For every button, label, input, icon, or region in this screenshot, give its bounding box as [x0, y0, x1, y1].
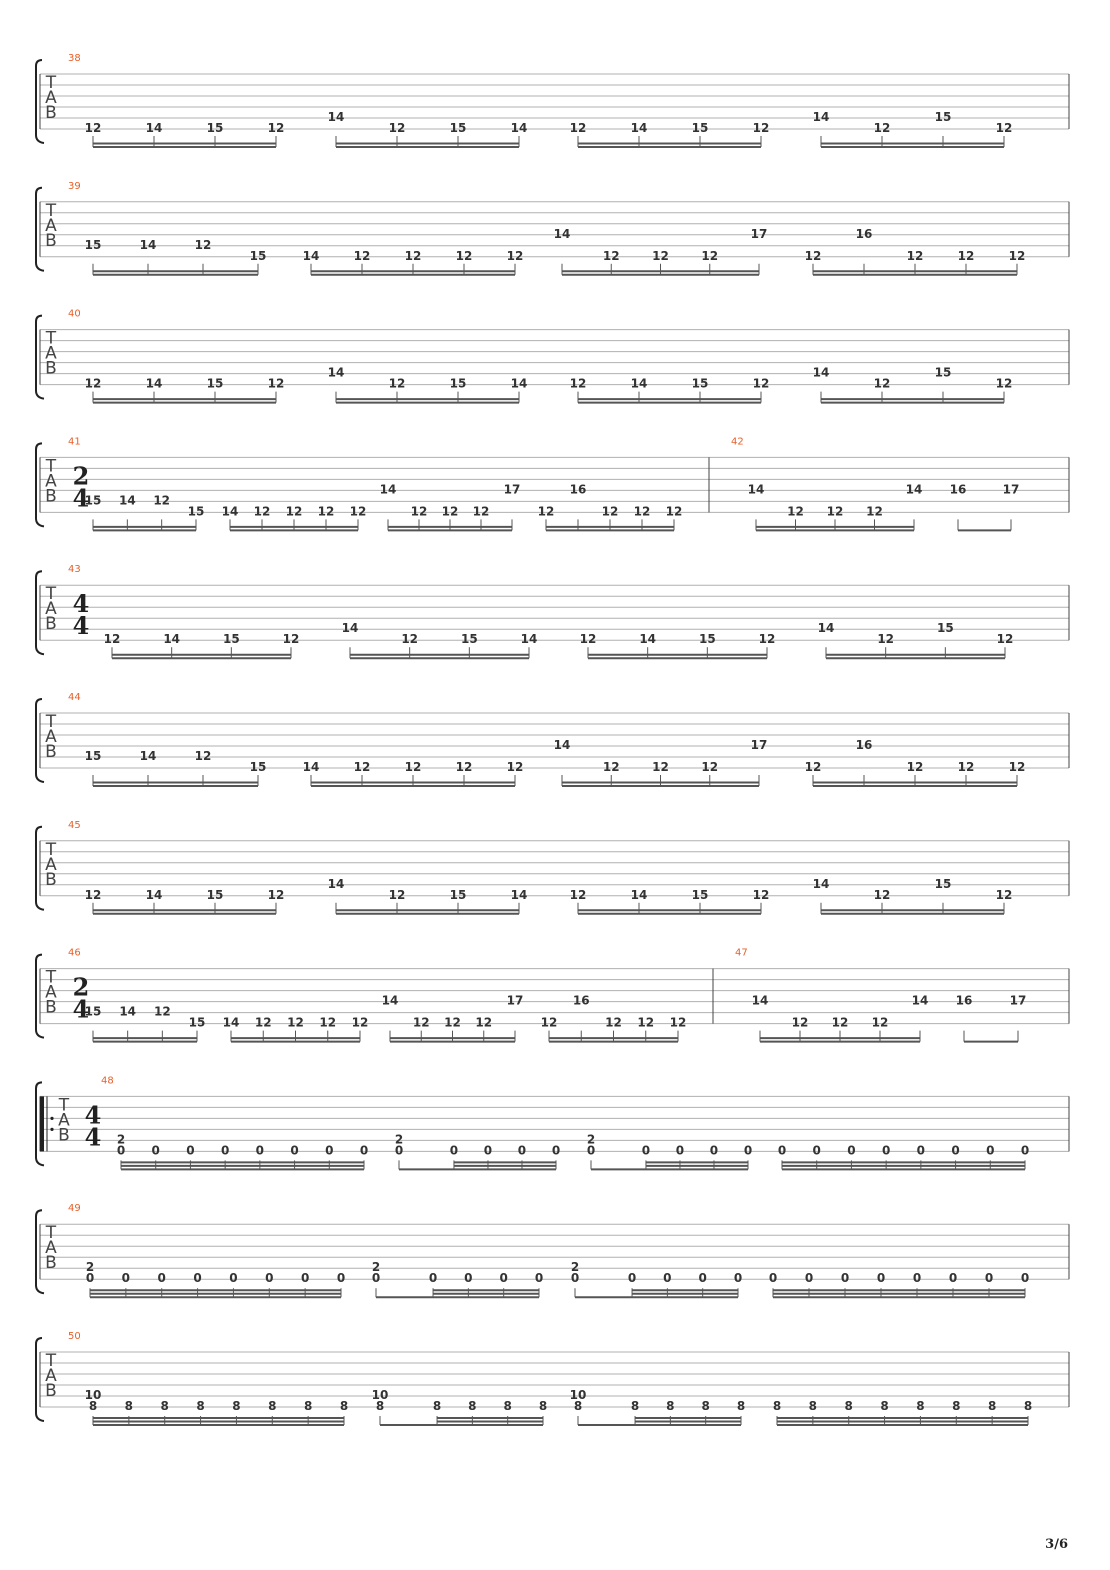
measure-number: 47: [735, 947, 748, 959]
fret-number: 15: [84, 749, 102, 763]
fret-number: 14: [639, 632, 657, 647]
fret-number: 17: [503, 482, 521, 497]
tab-clef-letter: T: [45, 73, 57, 93]
fret-number: 8: [772, 1399, 782, 1413]
fret-number: 8: [1023, 1399, 1033, 1413]
fret-number: 12: [506, 248, 524, 263]
fret-number: 15: [84, 493, 102, 508]
tab-clef-letter: B: [45, 997, 57, 1018]
fret-number: 14: [381, 993, 399, 1008]
fret-number: 12: [787, 504, 804, 519]
fret-number: 12: [826, 504, 844, 519]
fret-number: 15: [249, 248, 267, 263]
fret-number: 0: [265, 1271, 274, 1286]
fret-number: 12: [602, 760, 620, 774]
fret-number: 14: [327, 365, 345, 380]
fret-number: 16: [569, 482, 587, 497]
fret-number: 2: [116, 1132, 126, 1147]
fret-number: 14: [812, 876, 830, 891]
tab-clef-letter: A: [45, 1238, 57, 1259]
fret-number: 8: [630, 1399, 640, 1413]
fret-number: 0: [534, 1271, 544, 1286]
fret-number: 0: [663, 1271, 672, 1286]
fret-number: 0: [876, 1271, 886, 1286]
fret-number: 14: [302, 760, 320, 774]
fret-number: 17: [750, 738, 768, 752]
fret-number: 12: [831, 1015, 849, 1030]
fret-number: 12: [873, 121, 891, 135]
measure-number: 42: [731, 436, 744, 448]
tab-clef-letter: B: [45, 103, 57, 123]
fret-number: 12: [569, 376, 587, 391]
fret-number: 2: [85, 1260, 95, 1275]
fret-number: 17: [750, 226, 768, 241]
fret-number: 0: [586, 1143, 596, 1158]
fret-number: 0: [116, 1143, 126, 1158]
tab-clef-letter: T: [45, 328, 57, 349]
tab-clef-letter: B: [58, 1125, 70, 1146]
fret-number: 12: [353, 760, 371, 774]
measure-number: 48: [101, 1075, 114, 1087]
fret-number: 8: [160, 1399, 169, 1413]
fret-number: 12: [444, 1015, 461, 1030]
tab-clef-letter: T: [45, 200, 57, 221]
fret-number: 14: [145, 376, 163, 391]
fret-number: 8: [196, 1399, 205, 1413]
fret-number: 0: [698, 1271, 707, 1286]
fret-number: 14: [327, 110, 345, 124]
measure-number: 49: [68, 1203, 81, 1215]
fret-number: 0: [881, 1143, 891, 1158]
fret-number: 14: [553, 226, 571, 241]
fret-number: 12: [957, 248, 975, 263]
fret-number: 0: [428, 1271, 438, 1286]
fret-number: 10: [371, 1388, 389, 1402]
fret-number: 12: [351, 1015, 369, 1030]
fret-number: 2: [371, 1260, 381, 1275]
fret-number: 14: [221, 504, 239, 519]
fret-number: 0: [551, 1143, 561, 1158]
fret-number: 8: [88, 1399, 98, 1413]
fret-number: 0: [916, 1143, 926, 1158]
fret-number: 15: [460, 632, 478, 647]
fret-number: 12: [569, 121, 587, 135]
fret-number: 12: [267, 887, 285, 902]
fret-number: 17: [1009, 993, 1027, 1008]
fret-number: 12: [388, 376, 406, 391]
fret-number: 12: [701, 760, 719, 774]
fret-number: 12: [871, 1015, 889, 1030]
fret-number: 12: [194, 749, 212, 763]
fret-number: 8: [916, 1399, 925, 1413]
fret-number: 0: [394, 1143, 404, 1158]
fret-number: 14: [327, 876, 345, 891]
fret-number: 14: [520, 632, 538, 647]
tab-clef-letter: T: [45, 967, 57, 988]
fret-number: 12: [1008, 760, 1026, 774]
fret-number: 8: [666, 1399, 675, 1413]
fret-number: 14: [812, 110, 830, 124]
repeat-dot: [50, 1117, 53, 1120]
fret-number: 12: [995, 376, 1013, 391]
measure-number: 46: [68, 947, 81, 959]
fret-number: 12: [877, 632, 895, 647]
fret-number: 12: [996, 632, 1014, 647]
fret-number: 0: [229, 1271, 238, 1286]
fret-number: 0: [449, 1143, 459, 1158]
fret-number: 14: [139, 749, 157, 763]
tab-clef-letter: B: [45, 869, 57, 890]
fret-number: 16: [955, 993, 973, 1008]
fret-number: 17: [506, 993, 524, 1008]
fret-number: 8: [573, 1399, 583, 1413]
fret-number: 0: [986, 1143, 995, 1158]
tab-clef-letter: B: [45, 1381, 57, 1401]
fret-number: 0: [121, 1271, 131, 1286]
fret-number: 8: [268, 1399, 277, 1413]
fret-number: 8: [736, 1399, 746, 1413]
fret-number: 12: [665, 504, 683, 519]
fret-number: 0: [675, 1143, 685, 1158]
fret-number: 12: [404, 248, 422, 263]
fret-number: 12: [287, 1015, 304, 1030]
fret-number: 12: [791, 1015, 809, 1030]
fret-number: 0: [984, 1271, 994, 1286]
fret-number: 12: [652, 248, 669, 263]
fret-number: 0: [151, 1143, 160, 1158]
fret-number: 15: [84, 1004, 102, 1019]
fret-number: 0: [1020, 1271, 1030, 1286]
tab-clef-letter: T: [45, 839, 57, 860]
fret-number: 0: [325, 1143, 334, 1158]
fret-number: 12: [569, 887, 587, 902]
fret-number: 0: [743, 1143, 753, 1158]
fret-number: 12: [267, 121, 285, 135]
fret-number: 14: [812, 365, 830, 380]
fret-number: 12: [475, 1015, 493, 1030]
fret-number: 12: [506, 760, 524, 774]
fret-number: 0: [777, 1143, 787, 1158]
fret-number: 0: [768, 1271, 778, 1286]
fret-number: 8: [808, 1399, 818, 1413]
fret-number: 0: [948, 1271, 958, 1286]
time-signature-top: 2: [72, 461, 90, 491]
fret-number: 15: [188, 1015, 206, 1030]
fret-number: 0: [847, 1143, 856, 1158]
repeat-dot: [50, 1128, 53, 1131]
fret-number: 8: [124, 1399, 134, 1413]
tab-clef-letter: B: [45, 358, 57, 379]
fret-number: 14: [905, 482, 923, 497]
fret-number: 14: [222, 1015, 240, 1030]
time-signature-top: 4: [84, 1100, 102, 1130]
time-signature-top: 2: [72, 972, 90, 1002]
fret-number: 0: [85, 1271, 95, 1286]
fret-number: 12: [153, 1004, 171, 1019]
fret-number: 12: [540, 1015, 558, 1030]
fret-number: 14: [751, 993, 769, 1008]
fret-number: 15: [449, 376, 467, 391]
fret-number: 0: [186, 1143, 195, 1158]
fret-number: 12: [353, 248, 371, 263]
fret-number: 0: [804, 1271, 814, 1286]
fret-number: 14: [553, 738, 571, 752]
fret-number: 8: [880, 1399, 889, 1413]
fret-number: 15: [934, 365, 952, 380]
fret-number: 12: [652, 760, 669, 774]
fret-number: 2: [586, 1132, 596, 1147]
fret-number: 0: [951, 1143, 960, 1158]
fret-number: 2: [570, 1260, 580, 1275]
fret-number: 0: [193, 1271, 202, 1286]
fret-number: 12: [957, 760, 975, 774]
fret-number: 15: [934, 876, 952, 891]
tab-clef-letter: B: [45, 614, 57, 635]
tab-clef-letter: A: [45, 727, 57, 747]
fret-number: 14: [510, 376, 528, 391]
fret-number: 12: [995, 887, 1013, 902]
fret-number: 12: [103, 632, 121, 647]
fret-number: 12: [752, 121, 770, 135]
fret-number: 0: [709, 1143, 719, 1158]
fret-number: 14: [379, 482, 397, 497]
fret-number: 15: [934, 110, 952, 124]
fret-number: 12: [319, 1015, 337, 1030]
tab-clef-letter: T: [45, 1351, 57, 1371]
fret-number: 15: [249, 760, 267, 774]
fret-number: 12: [412, 1015, 430, 1030]
fret-number: 12: [906, 248, 924, 263]
fret-number: 14: [145, 887, 163, 902]
fret-number: 0: [1020, 1143, 1030, 1158]
fret-number: 12: [602, 248, 620, 263]
fret-number: 12: [637, 1015, 655, 1030]
fret-number: 12: [758, 632, 776, 647]
time-signature-bottom: 4: [84, 1122, 102, 1152]
measure-number: 38: [68, 53, 81, 64]
fret-number: 12: [873, 887, 891, 902]
fret-number: 12: [388, 121, 406, 135]
time-signature-top: 4: [72, 589, 90, 619]
fret-number: 12: [441, 504, 459, 519]
repeat-thick-bar: [40, 1096, 44, 1151]
fret-number: 15: [936, 621, 954, 636]
fret-number: 8: [303, 1399, 313, 1413]
fret-number: 0: [220, 1143, 230, 1158]
tab-clef-letter: B: [45, 486, 57, 507]
fret-number: 12: [701, 248, 719, 263]
fret-number: 12: [633, 504, 651, 519]
fret-number: 12: [669, 1015, 687, 1030]
fret-number: 12: [752, 887, 770, 902]
fret-number: 15: [691, 887, 709, 902]
tab-clef-letter: A: [45, 1366, 57, 1386]
fret-number: 15: [222, 632, 240, 647]
fret-number: 0: [627, 1271, 637, 1286]
tab-clef-letter: T: [45, 584, 57, 605]
fret-number: 12: [579, 632, 597, 647]
fret-number: 0: [359, 1143, 369, 1158]
fret-number: 12: [752, 376, 770, 391]
fret-number: 14: [630, 887, 648, 902]
tab-clef-letter: T: [45, 1223, 57, 1244]
fret-number: 14: [139, 237, 157, 252]
fret-number: 15: [206, 376, 224, 391]
fret-number: 10: [84, 1388, 102, 1402]
fret-number: 8: [468, 1399, 477, 1413]
fret-number: 14: [630, 121, 648, 135]
fret-number: 0: [812, 1143, 821, 1158]
fret-number: 12: [254, 1015, 272, 1030]
tab-clef-letter: A: [45, 88, 57, 108]
fret-number: 12: [349, 504, 367, 519]
fret-number: 0: [300, 1271, 310, 1286]
fret-number: 14: [911, 993, 929, 1008]
fret-number: 12: [84, 887, 102, 902]
time-signature-bottom: 4: [72, 611, 90, 641]
tab-clef-letter: B: [45, 742, 57, 762]
fret-number: 15: [206, 121, 224, 135]
fret-number: 12: [873, 376, 891, 391]
fret-number: 12: [317, 504, 335, 519]
fret-number: 12: [601, 504, 619, 519]
fret-number: 8: [844, 1399, 853, 1413]
fret-number: 10: [569, 1388, 587, 1402]
fret-number: 0: [255, 1143, 265, 1158]
fret-number: 8: [952, 1399, 961, 1413]
fret-number: 12: [404, 760, 422, 774]
fret-number: 0: [912, 1271, 922, 1286]
measure-number: 39: [68, 180, 81, 192]
tab-clef-letter: A: [45, 471, 57, 492]
tab-clef-letter: T: [45, 712, 57, 732]
fret-number: 0: [733, 1271, 743, 1286]
fret-number: 12: [410, 504, 428, 519]
fret-number: 8: [375, 1399, 385, 1413]
fret-number: 12: [1008, 248, 1026, 263]
fret-number: 15: [449, 887, 467, 902]
tab-clef-letter: A: [45, 599, 57, 620]
fret-number: 12: [804, 248, 822, 263]
fret-number: 12: [804, 760, 822, 774]
fret-number: 17: [1002, 482, 1020, 497]
fret-number: 12: [455, 248, 473, 263]
fret-number: 16: [572, 993, 590, 1008]
fret-number: 12: [995, 121, 1013, 135]
fret-number: 12: [267, 376, 285, 391]
fret-number: 0: [336, 1271, 346, 1286]
fret-number: 12: [84, 121, 102, 135]
tab-clef-letter: T: [45, 456, 57, 477]
fret-number: 15: [698, 632, 716, 647]
tab-clef-letter: T: [58, 1095, 70, 1116]
fret-number: 12: [472, 504, 490, 519]
fret-number: 12: [285, 504, 303, 519]
fret-number: 14: [630, 376, 648, 391]
fret-number: 8: [503, 1399, 512, 1413]
fret-number: 15: [449, 121, 467, 135]
fret-number: 12: [153, 493, 171, 508]
fret-number: 12: [455, 760, 473, 774]
fret-number: 12: [537, 504, 555, 519]
measure-number: 45: [68, 819, 81, 831]
fret-number: 12: [84, 376, 102, 391]
fret-number: 15: [691, 121, 709, 135]
fret-number: 12: [401, 632, 419, 647]
time-signature-bottom: 4: [72, 483, 90, 513]
fret-number: 14: [302, 248, 320, 263]
fret-number: 0: [483, 1143, 493, 1158]
fret-number: 0: [499, 1271, 508, 1286]
fret-number: 14: [341, 621, 359, 636]
fret-number: 0: [290, 1143, 299, 1158]
fret-number: 12: [605, 1015, 622, 1030]
fret-number: 0: [641, 1143, 651, 1158]
fret-number: 8: [987, 1399, 997, 1413]
fret-number: 2: [394, 1132, 404, 1147]
measure-number: 50: [68, 1331, 81, 1342]
fret-number: 16: [949, 482, 967, 497]
time-signature-bottom: 4: [72, 994, 90, 1024]
fret-number: 0: [570, 1271, 580, 1286]
fret-number: 8: [432, 1399, 442, 1413]
fret-number: 0: [371, 1271, 381, 1286]
fret-number: 0: [464, 1271, 473, 1286]
fret-number: 15: [691, 376, 709, 391]
fret-number: 16: [855, 738, 873, 752]
fret-number: 12: [388, 887, 406, 902]
measure-number: 44: [68, 692, 81, 703]
fret-number: 14: [510, 887, 528, 902]
tab-clef-letter: A: [45, 343, 57, 364]
fret-number: 15: [206, 887, 224, 902]
fret-number: 0: [840, 1271, 850, 1286]
measure-number: 40: [68, 308, 81, 320]
tab-clef-letter: A: [45, 854, 57, 875]
fret-number: 8: [701, 1399, 710, 1413]
fret-number: 12: [194, 237, 212, 252]
tab-clef-letter: B: [45, 230, 57, 251]
fret-number: 15: [84, 237, 102, 252]
fret-number: 12: [282, 632, 300, 647]
fret-number: 8: [339, 1399, 349, 1413]
fret-number: 12: [253, 504, 271, 519]
tab-clef-letter: A: [58, 1110, 70, 1131]
fret-number: 14: [119, 1004, 137, 1019]
fret-number: 14: [817, 621, 835, 636]
fret-number: 0: [157, 1271, 166, 1286]
fret-number: 14: [118, 493, 136, 508]
fret-number: 8: [538, 1399, 548, 1413]
tab-clef-letter: A: [45, 215, 57, 236]
tab-clef-letter: B: [45, 1253, 57, 1274]
fret-number: 8: [232, 1399, 241, 1413]
fret-number: 14: [747, 482, 765, 497]
tab-clef-letter: A: [45, 982, 57, 1003]
fret-number: 15: [187, 504, 205, 519]
fret-number: 14: [510, 121, 528, 135]
fret-number: 12: [906, 760, 924, 774]
measure-number: 43: [68, 564, 81, 576]
fret-number: 0: [517, 1143, 527, 1158]
fret-number: 16: [855, 226, 873, 241]
fret-number: 14: [163, 632, 181, 647]
fret-number: 14: [145, 121, 163, 135]
fret-number: 12: [866, 504, 883, 519]
page-number: 3/6: [1045, 1537, 1068, 1552]
measure-number: 41: [68, 436, 81, 448]
